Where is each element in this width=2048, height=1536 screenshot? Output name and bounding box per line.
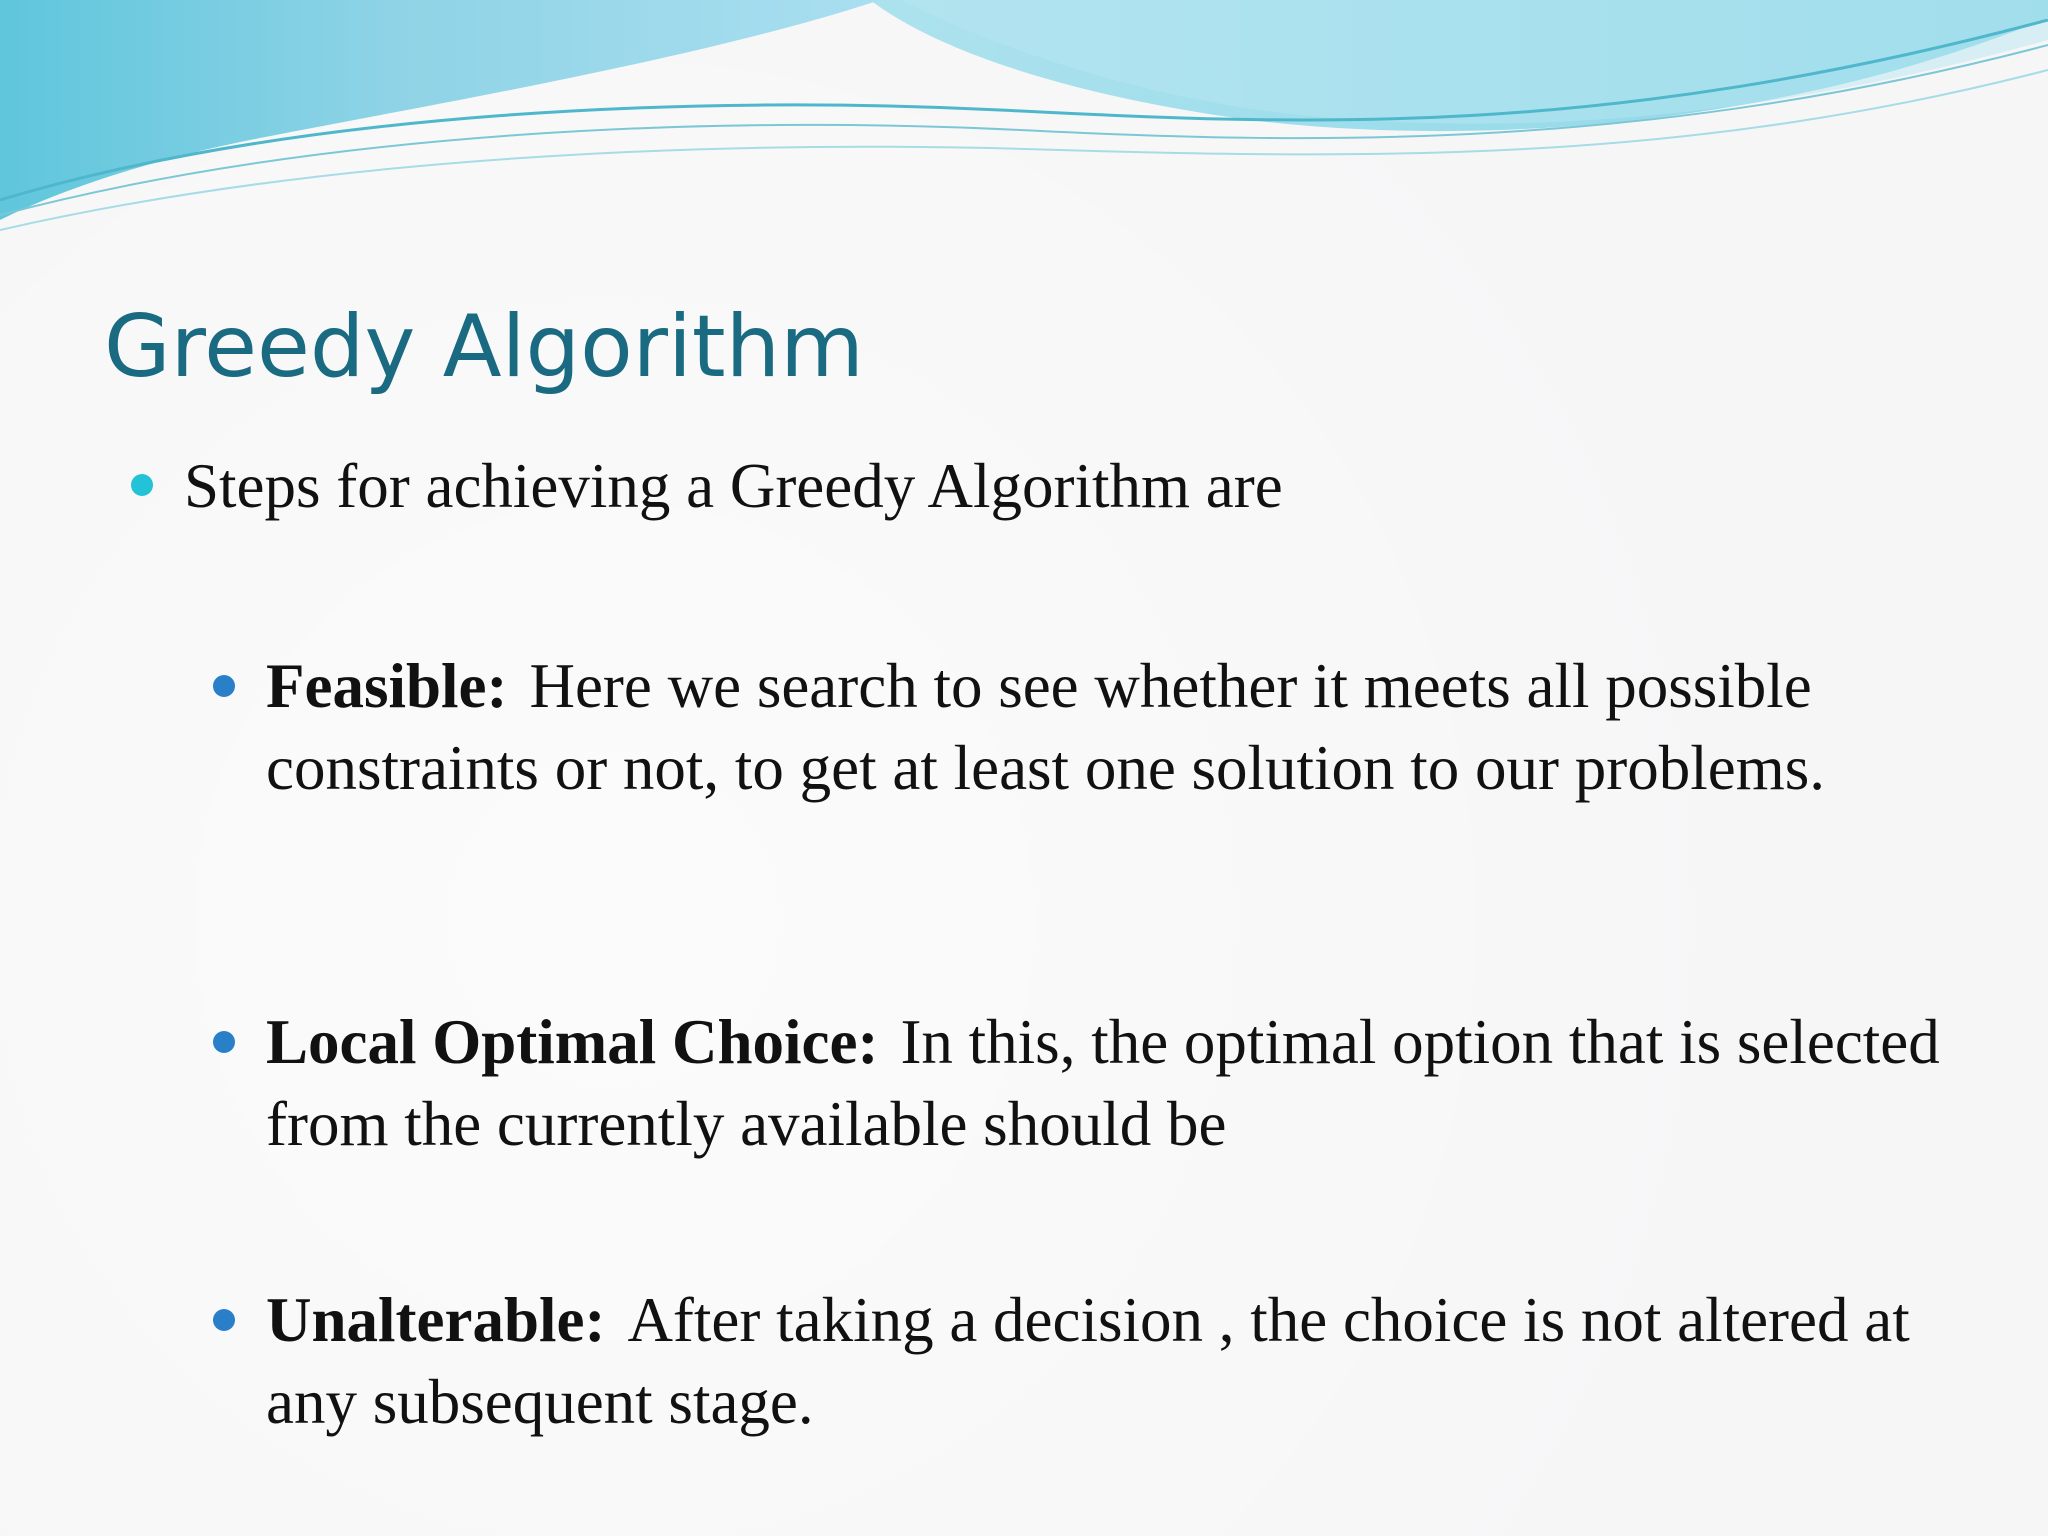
slide-title: Greedy Algorithm: [104, 297, 864, 397]
bullet-dot-icon: [213, 1309, 235, 1331]
bullet-dot-icon: [213, 675, 235, 697]
header-wave-decoration: [0, 0, 2048, 240]
step-text: After taking a decision , the choice is not altered at any subsequent stage.: [266, 1285, 1910, 1437]
step-term: Local Optimal Choice:: [266, 1007, 879, 1077]
step-item-feasible: [266, 645, 1976, 809]
bullet-dot-icon: [131, 474, 153, 496]
step-text: In this, the optimal option that is selected from the currently available should be: [266, 1007, 1940, 1159]
intro-bullet: [184, 445, 1283, 527]
intro-text: Steps for achieving a Greedy Algorithm are: [184, 451, 1283, 521]
step-text: Here we search to see whether it meets all possible constraints or not, to get at least one solution to our problems.: [266, 651, 1826, 803]
step-term: Unalterable:: [266, 1285, 606, 1355]
step-item-local-optimal-choice: [266, 1001, 1976, 1165]
bullet-dot-icon: [213, 1031, 235, 1053]
step-term: Feasible:: [266, 651, 508, 721]
step-item-unalterable: [266, 1279, 1976, 1443]
